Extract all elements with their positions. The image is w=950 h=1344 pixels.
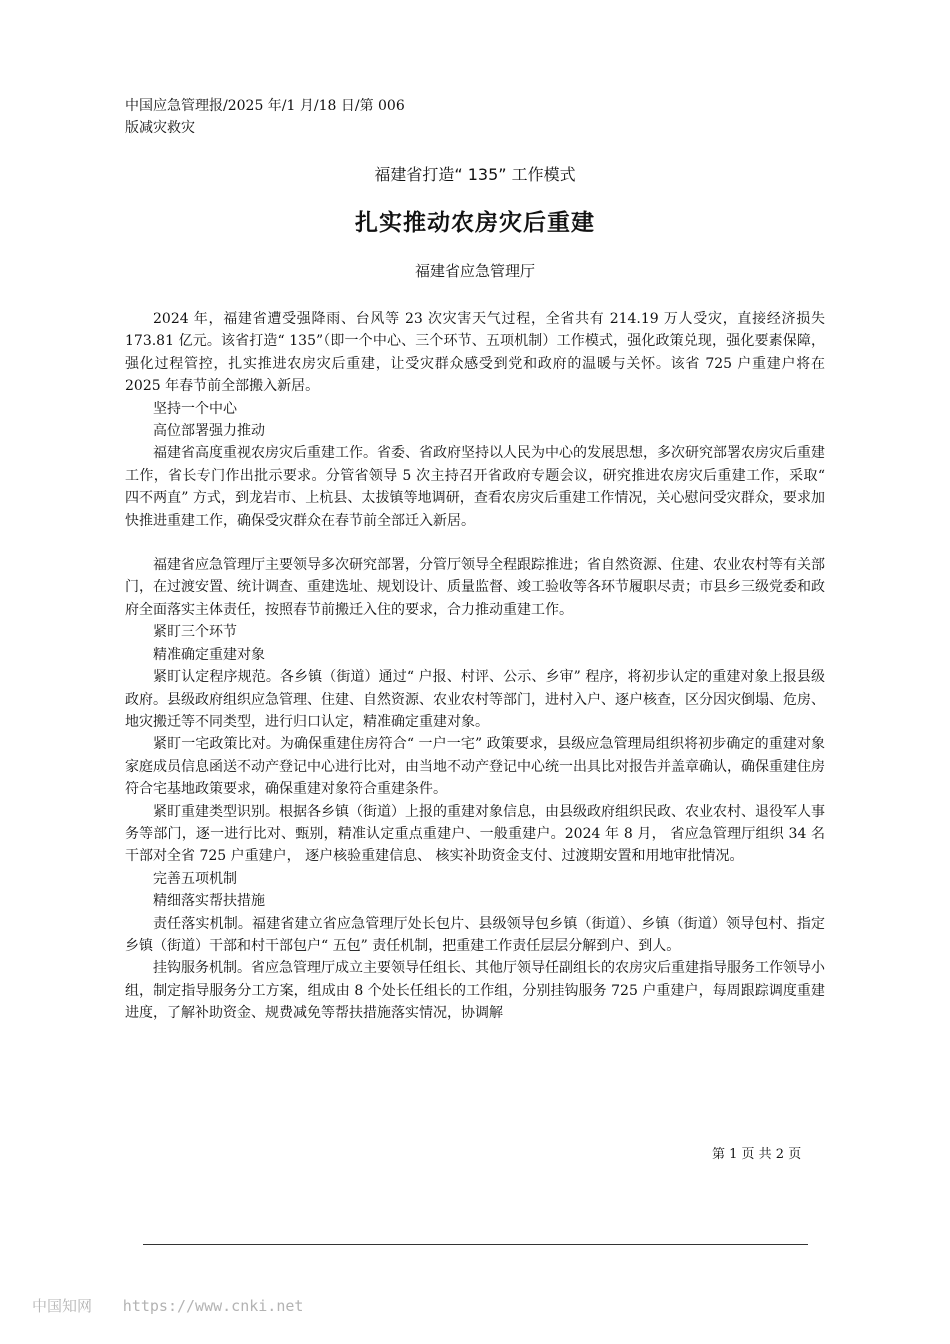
article-body [125,308,825,1025]
watermark-url: https://www.cnki.net [122,1297,304,1315]
footer-divider [143,1244,808,1245]
section-subheading: 精细落实帮扶措施 [153,893,265,910]
paragraph: 福建省应急管理厅主要领导多次研究部署，分管厅领导全程跟踪推进；省自然资源、住建、农业农村等有关部门，在过渡安置、统计调查、重建选址、规划设计、质量监督、竣工验收等各环节履职尽责；市县乡三级党委和政府全面落实主体责任，按照春节前搬迁入住的要求，合力推动重建工作。 [125,557,825,618]
section-subheading: 精准确定重建对象 [153,646,265,663]
article-author: 福建省应急管理厅 [414,262,535,280]
section-heading: 完善五项机制 [153,870,237,887]
paragraph: 责任落实机制。福建省建立省应急管理厅处长包片、县级领导包乡镇（街道）、乡镇（街道）领导包村、指定乡镇（街道）干部和村干部包户“ 五包” 责任机制，把重建工作责任层层分解到户、到人。 [125,915,825,954]
source-line: 中国应急管理报/2025 年/1 月/18 日/第 006 [125,98,405,114]
article-title: 扎实推动农房灾后重建 [355,210,595,236]
watermark [32,1295,303,1316]
section-subheading: 高位部署强力推动 [153,423,265,440]
paragraph: 福建省高度重视农房灾后重建工作。省委、省政府坚持以人民为中心的发展思想，多次研究部署农房灾后重建工作，省长专门作出批示要求。分管省领导 5 次主持召开省政府专题会议，研究推进农房灾后重建工作，采取“ 四不两直” 方式，到龙岩市、上杭县、太拔镇等地调研，查看农房灾后重建工作情况，关心慰问受灾群众，要求加快推进重建工作，确保受灾群众在春节前全部迁入新居。 [125,445,825,529]
section-heading: 紧盯三个环节 [153,624,237,641]
source-line: 版减灾救灾 [125,120,195,136]
section-heading: 坚持一个中心 [153,400,237,417]
watermark-logo-text: 中国知网 [32,1297,93,1315]
paragraph: 紧盯一宅政策比对。为确保重建住房符合“ 一户一宅” 政策要求，县级应急管理局组织将初步确定的重建对象家庭成员信息函送不动产登记中心进行比对，由当地不动产登记中心统一出具比对报告并盖章确认，确保重建住房符合宅基地政策要求，确保重建对象符合重建条件。 [125,736,825,798]
article-subtitle: 福建省打造“ 135” 工作模式 [374,165,576,184]
paragraph: 紧盯重建类型识别。根据各乡镇（街道）上报的重建对象信息，由县级政府组织民政、农业农村、退役军人事务等部门，逐一进行比对、甄别，精准认定重点重建户、一般重建户。2024 年 8 月， 省应急管理厅组织 34 名干部对全省 725 户重建户， 逐户核验重建信息、 核实补助资金支付、过渡期安置和用地审批情况。 [125,803,825,865]
page-number: 第 1 页 共 2 页 [712,1147,802,1162]
source-info [125,95,405,139]
paragraph: 挂钩服务机制。省应急管理厅成立主要领导任组长、其他厅领导任副组长的农房灾后重建指导服务工作领导小组，制定指导服务分工方案，组成由 8 个处长任组长的工作组，分别挂钩服务 725 户重建户，每周跟踪调度重建进度，了解补助资金、规费减免等帮扶措施落实情况，协调解 [125,960,825,1022]
paragraph: 紧盯认定程序规范。各乡镇（街道）通过“ 户报、村评、公示、乡审” 程序，将初步认定的重建对象上报县级政府。县级政府组织应急管理、住建、自然资源、农业农村等部门，进村入户、逐户核查，区分因灾倒塌、危房、地灾搬迁等不同类型，进行归口认定，精准确定重建对象。 [125,669,825,730]
paragraph: 2024 年，福建省遭受强降雨、台风等 23 次灾害天气过程，全省共有 214.19 万人受灾，直接经济损失 173.81 亿元。该省打造“ 135”（即一个中心、三个环节、五项机制）工作模式，强化政策兑现，强化要素保障，强化过程管控，扎实推进农房灾后重建，让受灾群众感受到党和政府的温暖与关怀。该省 725 户重建户将在 2025 年春节前全部搬入新居。 [125,311,825,395]
